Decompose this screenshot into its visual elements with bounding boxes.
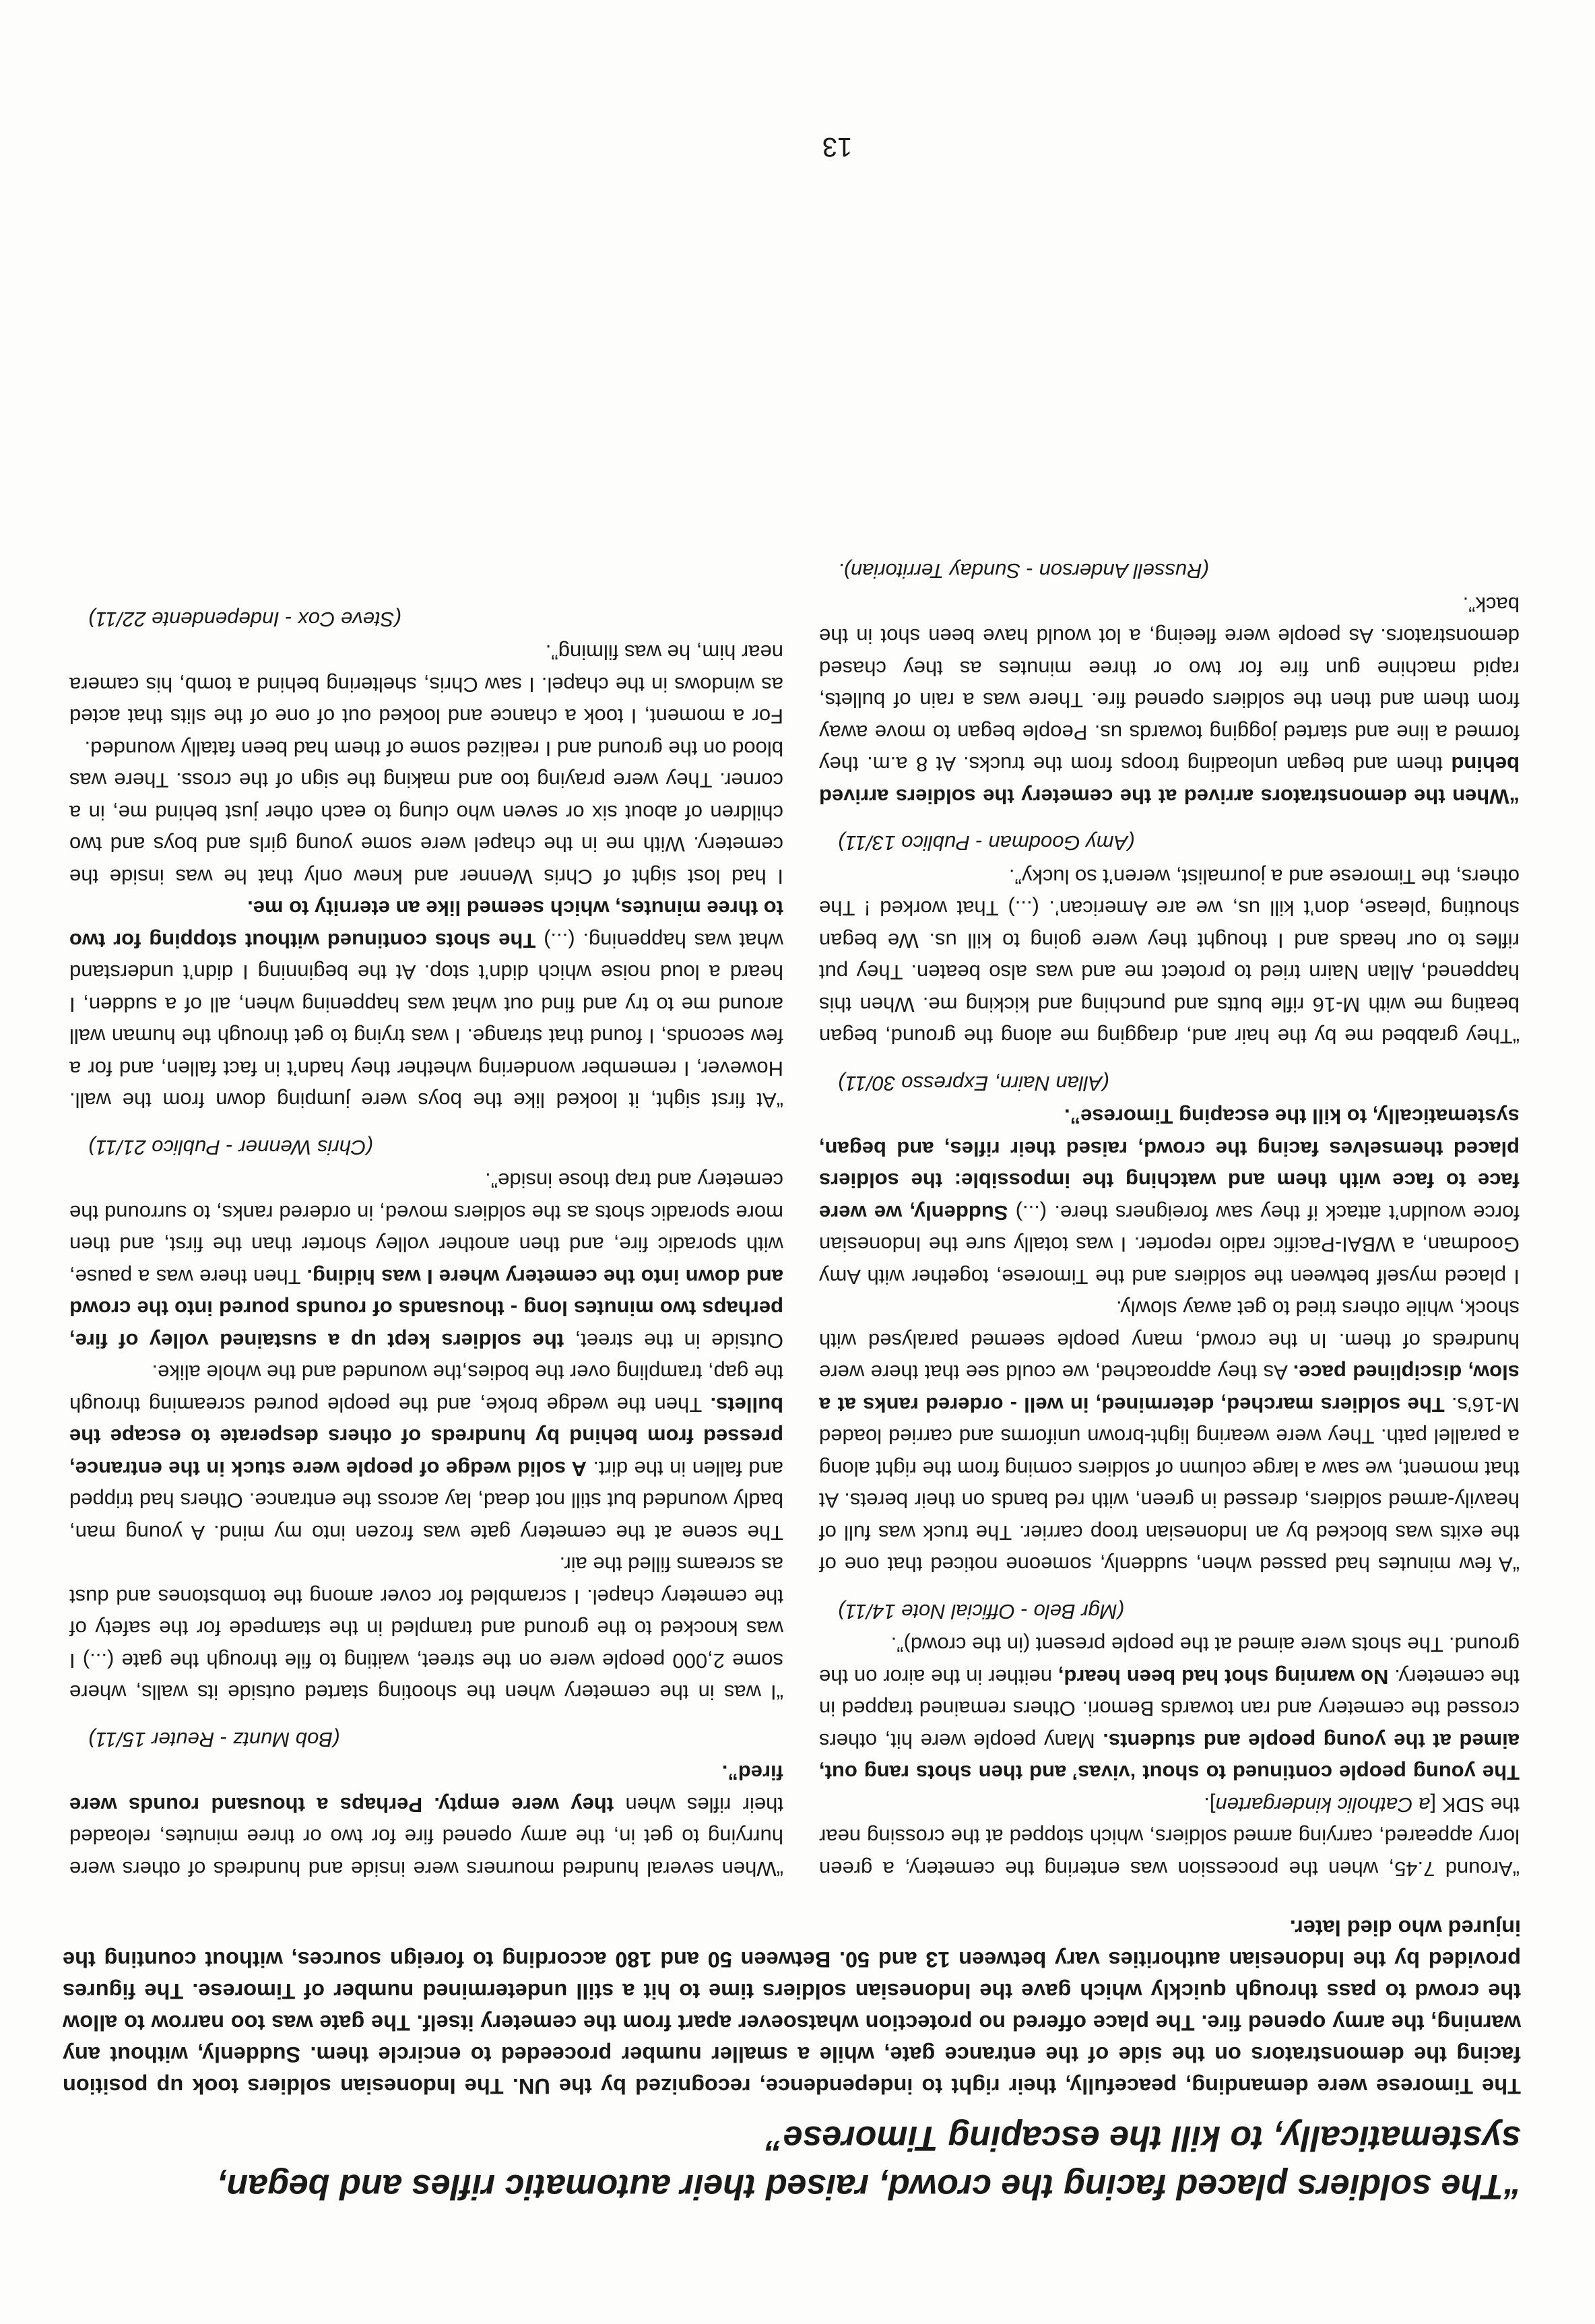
quote-bold: A solid wedge of people were stuck in the entrance, pressed from behind by hundreds of others desperate to escape the bullets. [69, 1393, 783, 1481]
quote-bold: Suddenly, we were face to face with them and watching the impossible: the soldiers placed themselves facing the crowd, raised their rifles, and began, systematically, to kill the escaping Timorese”. [819, 1105, 1520, 1225]
quote-wenner: “I was in the cemetery when the shooting started outside its walls, where some 2,000 people were on the street, waiting to file through the gate (...) I was knocked to the ground and trampled in the stampede for the safety of the cemetery chapel. I scrambled for cover among the tombstones and dust as screams filled the air. [69, 1553, 783, 1705]
quote-text: Many people were hit, others crossed the cemetery and ran towards Bemori. Others remained trapped in the cemetery. [818, 1665, 1520, 1753]
source-muntz: (Bob Muntz - Reuter 15/11) [88, 1728, 340, 1751]
quote-anderson [819, 589, 1520, 813]
page-number: 13 [822, 132, 853, 162]
quote-wenner-cont [69, 1357, 783, 1549]
quote-nairn-cont [819, 1101, 1520, 1293]
source-anderson: (Russell Anderson - Sunday Territorian). [838, 559, 1209, 583]
quote-text: Outside in the street, [564, 1329, 783, 1353]
quote-cox-cont: I had lost sight of Chris Wenner and knew only that he was inside the cemetery. With me in the chapel were some young girls and boys and two children of about six or seven who clung to each other just behind me, in a corner. They were praying too and making the sign of the cross. There was blood on the ground and I realized some of them had been fatally wounded. [69, 737, 783, 889]
quote-bold: The soldiers marched, determined, in well - ordered ranks at a slow, disciplined pace. [819, 1361, 1520, 1417]
right-column [69, 589, 783, 1885]
quote-nairn [819, 1293, 1520, 1581]
quote-muntz [69, 1757, 783, 1885]
quote-text: As they approached, we could see that there were hundreds of them. In the crowd, many people seemed paralysed with shock, while others tried to get away slowly. [819, 1297, 1520, 1385]
quote-text: The scene at the cemetery gate was frozen into my mind. A young man, badly wounded but still not dead, lay across the entrance. Others had tripped and fallen in the dirt. [69, 1457, 783, 1545]
intro-paragraph: The Timorese were demanding, peacefully, their right to independence, recognized by the UN. The Indonesian soldiers took up position facing the demonstrators on the side of the entrance gate, while a smaller number proceeded to encircle them. Suddenly, without any warning, the army opened fire. The place offered no protection whatsoever apart from the cemetery itself. The gate was too narrow to allow the crowd to pass through quickly which gave the Indonesian soldiers time to hit a still undetermined number of Timorese. The figures provided by the Indonesian authorities vary between 13 and 50. Between 50 and 180 according to foreign sources, without counting the injured who died later. [63, 1916, 1521, 2098]
quote-bold: The young people continued to shout ‘vivas’ and then shots rang out, aimed at the young people and students. [819, 1729, 1520, 1785]
source-wenner: (Chris Wenner - Publico 21/11) [88, 1136, 373, 1159]
source-goodman: (Amy Goodman - Publico 13/11) [838, 831, 1135, 856]
source-nairn: (Allan Nairn, Expresso 30/11) [838, 1072, 1109, 1095]
quote-belo [819, 1789, 1520, 1885]
quote-text: “A few minutes had passed when, suddenly, someone noticed that one of the exits was blocked by an Indonesian troop carrier. The truck was full of heavily-armed soldiers, dressed in green, with red bands on their berets. At that moment, we saw a large column of soldiers coming from the right along a parallel path. They were wearing light-brown uniforms and carried loaded M-16’s. [819, 1393, 1520, 1577]
quote-text: “At first sight, it looked like the boys were jumping down from the wall. However, I remember wondering whether they hadn’t in fact fallen, and for a few seconds, I found that strange. I was trying to get through the human wall around me to try and find out what was happening when, all of a sudden, I heard a loud noise which didn’t stop. At the beginning I didn’t understand what was happening. (...) [69, 929, 783, 1113]
quote-emphasis: a Catholic kindergarten [1215, 1793, 1431, 1817]
quote-text: Then the wedge broke, and the people poured screaming through the gap, trampling over the bodies,the wounded and the whole alike. [69, 1361, 783, 1417]
quote-bold: the soldiers kept up a sustained volley of fire, perhaps two minutes long - thousands of rounds poured into the crowd and down into the cemetery where I was hiding. [69, 1265, 783, 1353]
quote-wenner-cont2 [69, 1165, 783, 1357]
quote-cox-cont2: For a moment, I took a chance and looked out of one of the slits that acted as windows in the chapel. I saw Chris, sheltering behind a tomb, his camera near him, he was filming”. [69, 641, 783, 729]
quote-text: “When several hundred mourners were inside and hundreds of others were hurrying to get in, the army opened fire for two or three minutes, reloaded their rifles when [69, 1793, 783, 1881]
quote-belo-cont [819, 1629, 1520, 1789]
quote-cox [69, 893, 783, 1117]
quote-text: “Around 7.45, when the procession was entering the cemetery, a green lorry appeared, carrying armed soldiers, which stopped at the crossing near the SDK [ [819, 1793, 1520, 1881]
quote-bold: they were empty. Perhaps a thousand rounds were fired”. [69, 1761, 783, 1817]
quote-text: Then there was a pause, with sporadic fire, and then another volley shorter than the first, and then more sporadic shots as the soldiers moved, in ordered ranks, to surround the cemetery and trap those inside”. [69, 1169, 783, 1289]
quote-text: neither in the airor on the ground. The shots were aimed at the people present (in the crowd)”. [819, 1633, 1520, 1689]
quote-text: ]. [1204, 1793, 1216, 1817]
quote-bold: “When the demonstrators arrived at the cemetery the soldiers arrived behind [819, 752, 1520, 808]
left-column [819, 540, 1520, 1885]
quote-goodman: “They grabbed me by the hair and, dragging me along the ground, began beating me with M-16 rifle butts and punching and kicking me. When this happened, Allan Nairn tried to protect me and was also beaten. They put rifles to our heads and I thought they were going to kill us. We began shouting ‘please, don’t kill us, we are American’. (...) That worked ! The others, the Timorese and a journalist, weren’t so lucky”. [819, 865, 1520, 1049]
quote-text: I placed myself between the soldiers and the Timorese, together with Amy Goodman, a WBAI-Pacific radio reporter. I was totally sure the Indonesian force wouldn’t attack if they saw foreigners there. (...) [819, 1201, 1520, 1289]
quote-text: them and began unloading troops from the trucks. At 8 a.m. they formed a line and started jogging towards us. People began to move away from them and then the soldiers opened fire. There was a rain of bullets, rapid machine gun fire for two or three minutes as they chased demonstrators. As people were fleeing, a lot would have been shot in the back”. [819, 593, 1520, 777]
source-cox: (Steve Cox - Independente 22/11) [88, 608, 401, 631]
source-belo: (Mgr Belo - Official Note 14/11) [838, 1600, 1124, 1623]
quote-bold: The shots continued without stopping for two to three minutes, which seemed like an eternity to me. [69, 897, 783, 953]
quote-bold: No warning shot had been heard, [1057, 1665, 1389, 1689]
headline: “The soldiers placed facing the crowd, raised their automatic rifles and began, systematically, to kill the escaping Timorese” [216, 2119, 1521, 2206]
